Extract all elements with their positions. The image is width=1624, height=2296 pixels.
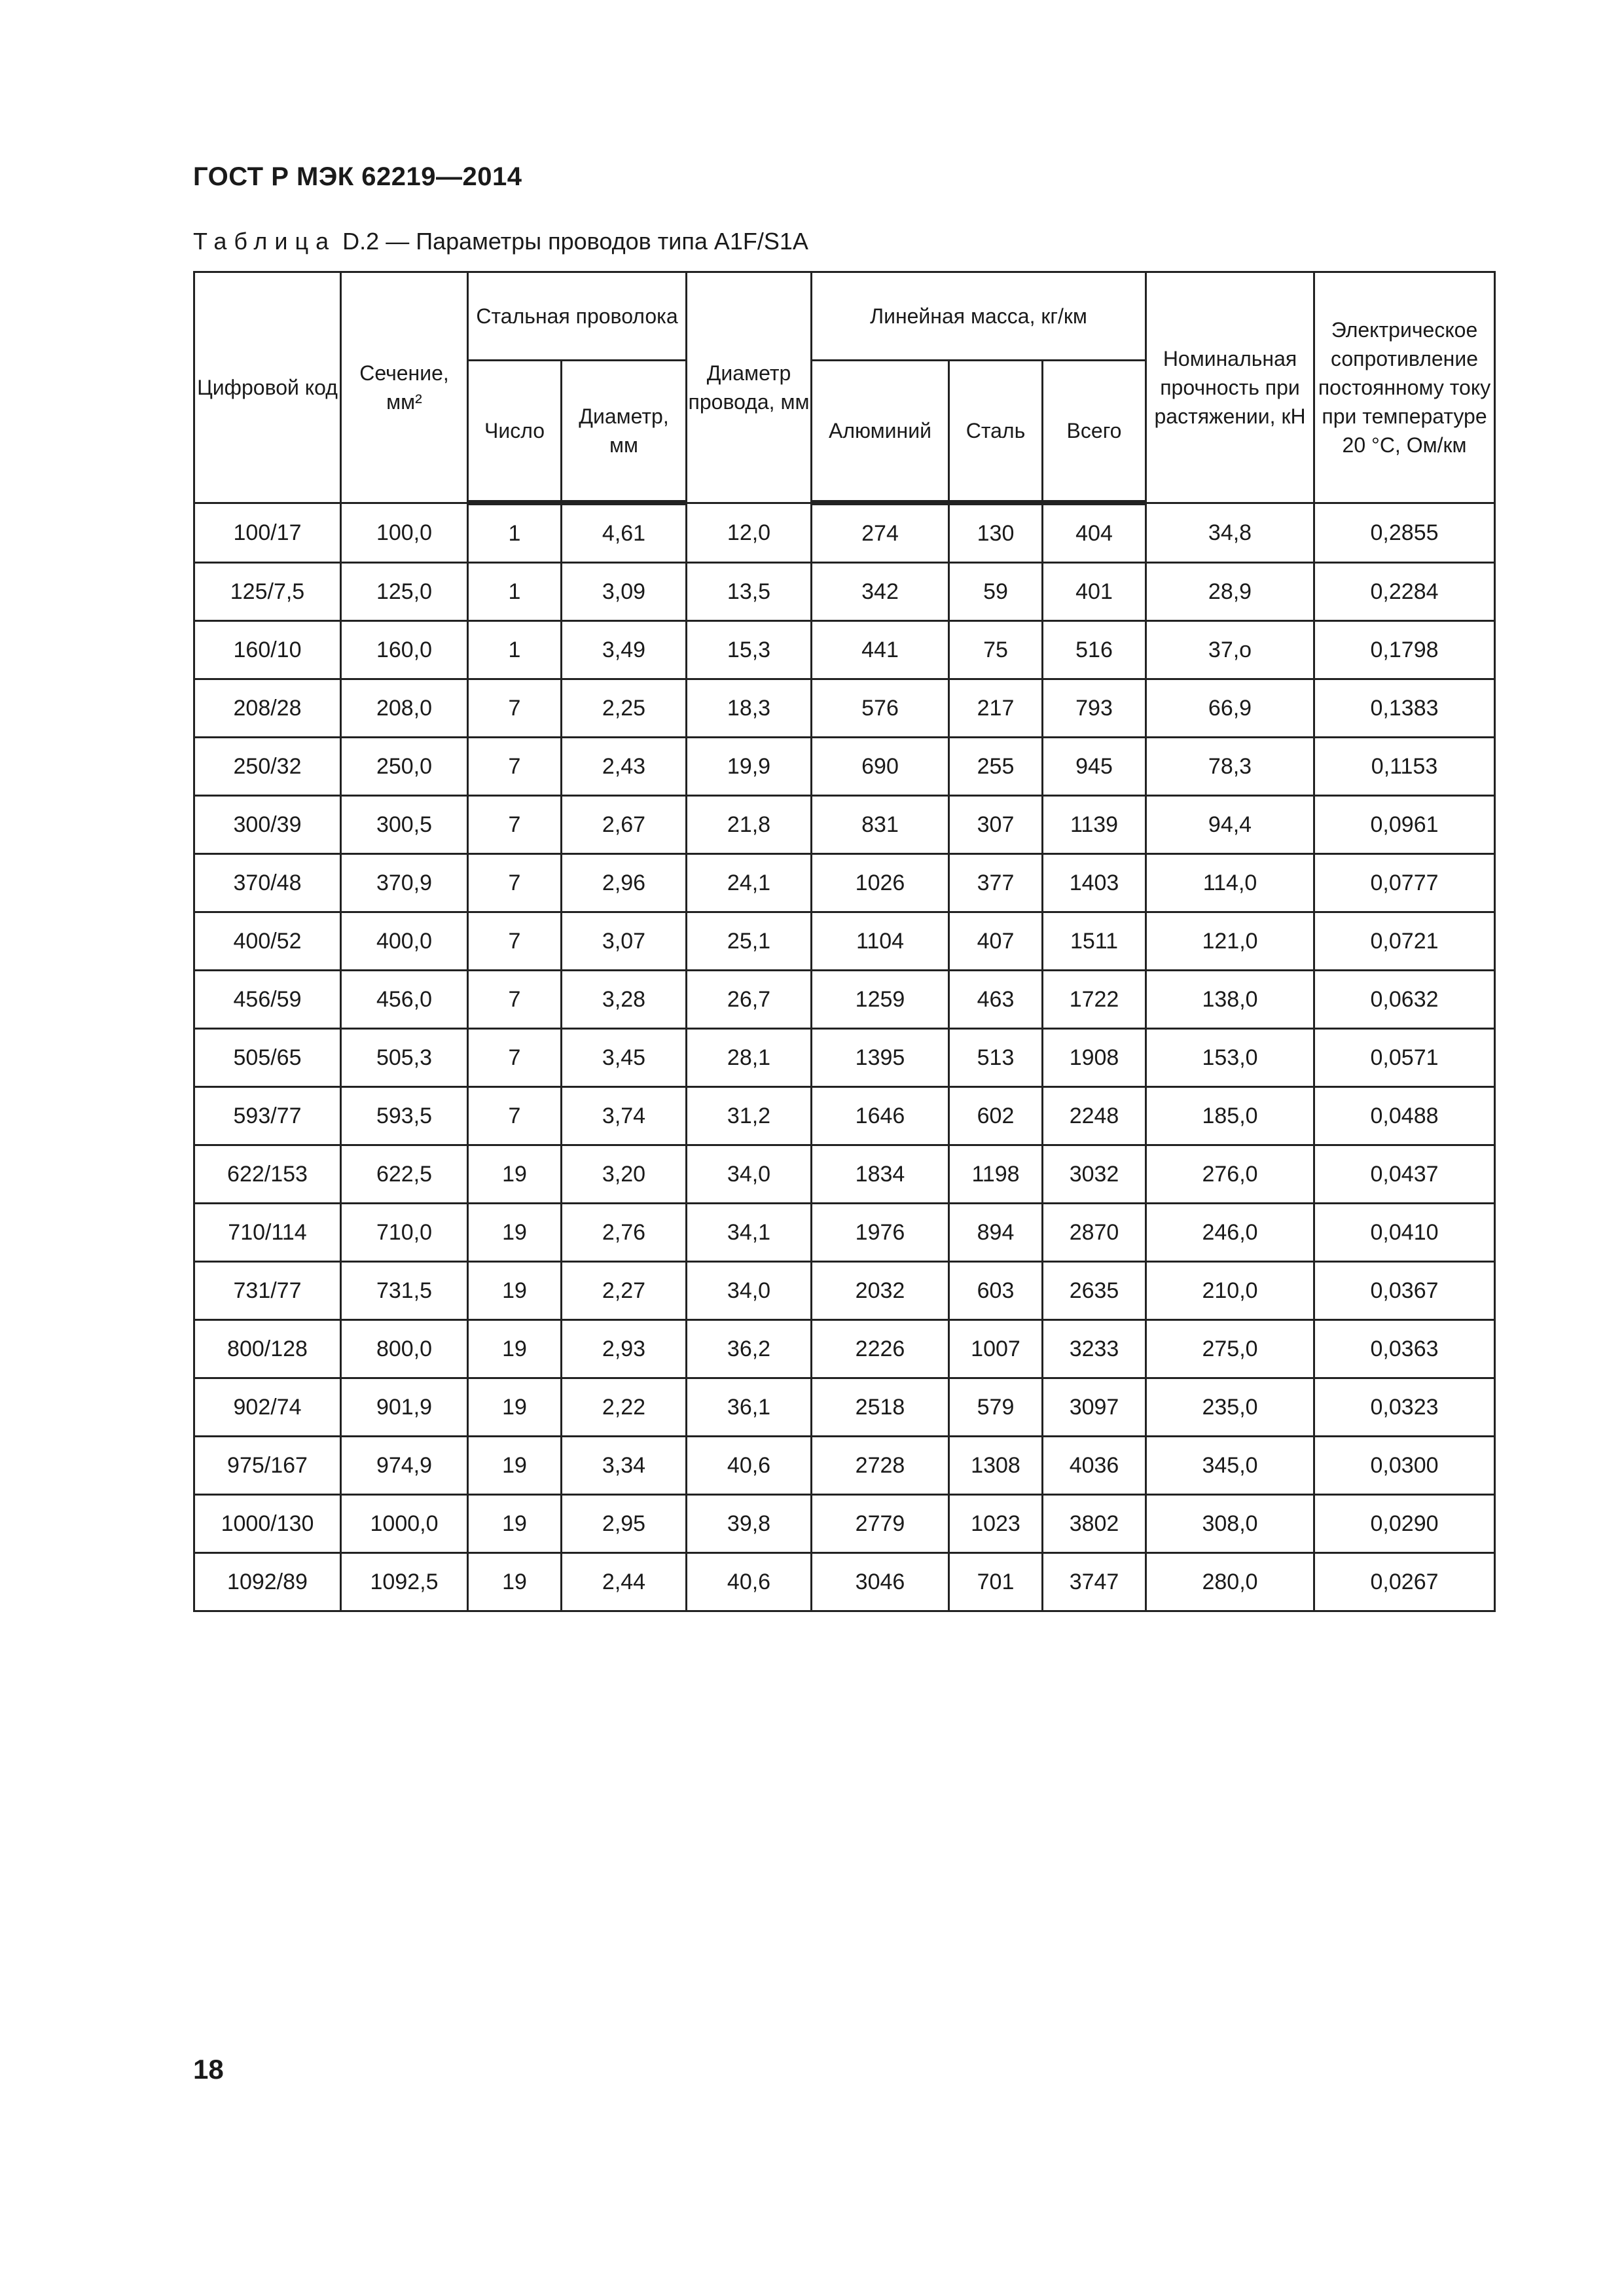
table-row: [194, 738, 1495, 796]
table-body: [194, 503, 1495, 1611]
cell-steel-diameter: 2,22: [562, 1378, 687, 1437]
cell-mass-aluminium: 1104: [812, 912, 949, 971]
cell-mass-total: 2248: [1043, 1087, 1146, 1145]
cell-resistance: 0,0961: [1314, 796, 1495, 854]
cell-section: 456,0: [341, 971, 468, 1029]
cell-resistance: 0,0410: [1314, 1204, 1495, 1262]
cell-steel-count: 19: [468, 1145, 562, 1204]
cell-mass-steel: 463: [949, 971, 1043, 1029]
cell-strength: 28,9: [1146, 563, 1314, 621]
header-section: Сечение, мм²: [341, 272, 468, 503]
cell-strength: 185,0: [1146, 1087, 1314, 1145]
cell-section: 974,9: [341, 1437, 468, 1495]
cell-mass-steel: 701: [949, 1553, 1043, 1611]
cell-steel-count: 1: [468, 503, 562, 563]
cell-resistance: 0,0488: [1314, 1087, 1495, 1145]
cell-steel-diameter: 3,28: [562, 971, 687, 1029]
cell-steel-count: 1: [468, 563, 562, 621]
table-row: [194, 1145, 1495, 1204]
cell-wire-diameter: 34,1: [687, 1204, 812, 1262]
cell-code: 400/52: [194, 912, 341, 971]
cell-section: 710,0: [341, 1204, 468, 1262]
cell-code: 800/128: [194, 1320, 341, 1378]
cell-strength: 34,8: [1146, 503, 1314, 563]
cell-steel-count: 7: [468, 796, 562, 854]
cell-resistance: 0,0367: [1314, 1262, 1495, 1320]
cell-steel-count: 19: [468, 1437, 562, 1495]
cell-code: 505/65: [194, 1029, 341, 1087]
header-mass-aluminium: Алюминий: [812, 361, 949, 503]
cell-mass-aluminium: 2728: [812, 1437, 949, 1495]
cell-mass-total: 4036: [1043, 1437, 1146, 1495]
cell-mass-aluminium: 831: [812, 796, 949, 854]
header-mass-total: Всего: [1043, 361, 1146, 503]
cell-resistance: 0,1383: [1314, 679, 1495, 738]
cell-strength: 94,4: [1146, 796, 1314, 854]
table-row: [194, 1029, 1495, 1087]
cell-wire-diameter: 31,2: [687, 1087, 812, 1145]
cell-steel-count: 7: [468, 854, 562, 912]
cell-mass-steel: 307: [949, 796, 1043, 854]
cell-mass-total: 2635: [1043, 1262, 1146, 1320]
table-caption-prefix: Таблица: [193, 228, 336, 255]
table-row: [194, 854, 1495, 912]
cell-section: 622,5: [341, 1145, 468, 1204]
cell-mass-total: 1403: [1043, 854, 1146, 912]
cell-section: 208,0: [341, 679, 468, 738]
cell-code: 593/77: [194, 1087, 341, 1145]
cell-wire-diameter: 18,3: [687, 679, 812, 738]
cell-code: 100/17: [194, 503, 341, 563]
cell-section: 901,9: [341, 1378, 468, 1437]
page-number: 18: [193, 2054, 224, 2085]
header-steel-count: Число: [468, 361, 562, 503]
cell-mass-steel: 602: [949, 1087, 1043, 1145]
cell-steel-count: 7: [468, 912, 562, 971]
cell-mass-total: 3032: [1043, 1145, 1146, 1204]
cell-mass-steel: 1007: [949, 1320, 1043, 1378]
cell-code: 160/10: [194, 621, 341, 679]
cell-mass-total: 1139: [1043, 796, 1146, 854]
cell-strength: 276,0: [1146, 1145, 1314, 1204]
cell-mass-aluminium: 576: [812, 679, 949, 738]
cell-section: 300,5: [341, 796, 468, 854]
cell-steel-count: 7: [468, 1087, 562, 1145]
cell-resistance: 0,0777: [1314, 854, 1495, 912]
cell-mass-aluminium: 1395: [812, 1029, 949, 1087]
cell-mass-aluminium: 274: [812, 503, 949, 563]
cell-section: 593,5: [341, 1087, 468, 1145]
cell-steel-diameter: 3,20: [562, 1145, 687, 1204]
cell-mass-steel: 59: [949, 563, 1043, 621]
cell-steel-diameter: 2,44: [562, 1553, 687, 1611]
cell-steel-diameter: 2,25: [562, 679, 687, 738]
cell-steel-count: 7: [468, 738, 562, 796]
cell-strength: 121,0: [1146, 912, 1314, 971]
document-header: ГОСТ Р МЭК 62219—2014: [193, 162, 522, 191]
cell-steel-diameter: 2,67: [562, 796, 687, 854]
cell-mass-total: 401: [1043, 563, 1146, 621]
cell-strength: 37,о: [1146, 621, 1314, 679]
cell-wire-diameter: 19,9: [687, 738, 812, 796]
cell-wire-diameter: 24,1: [687, 854, 812, 912]
table-row: [194, 1320, 1495, 1378]
cell-mass-total: 2870: [1043, 1204, 1146, 1262]
cell-mass-steel: 1198: [949, 1145, 1043, 1204]
header-wire-diameter: Диаметр провода, мм: [687, 272, 812, 503]
cell-wire-diameter: 21,8: [687, 796, 812, 854]
cell-steel-count: 7: [468, 971, 562, 1029]
cell-mass-steel: 603: [949, 1262, 1043, 1320]
cell-mass-aluminium: 2518: [812, 1378, 949, 1437]
cell-steel-diameter: 2,43: [562, 738, 687, 796]
cell-strength: 78,3: [1146, 738, 1314, 796]
cell-mass-aluminium: 2032: [812, 1262, 949, 1320]
cell-mass-steel: 513: [949, 1029, 1043, 1087]
table-row: [194, 1087, 1495, 1145]
cell-code: 300/39: [194, 796, 341, 854]
cell-wire-diameter: 36,1: [687, 1378, 812, 1437]
cell-section: 160,0: [341, 621, 468, 679]
header-code: Цифровой код: [194, 272, 341, 503]
cell-mass-total: 1722: [1043, 971, 1146, 1029]
cell-resistance: 0,0267: [1314, 1553, 1495, 1611]
cell-mass-steel: 255: [949, 738, 1043, 796]
table-row: [194, 796, 1495, 854]
table-row: [194, 1437, 1495, 1495]
cell-section: 400,0: [341, 912, 468, 971]
cell-resistance: 0,0437: [1314, 1145, 1495, 1204]
cell-strength: 308,0: [1146, 1495, 1314, 1553]
cell-mass-total: 3802: [1043, 1495, 1146, 1553]
cell-mass-total: 3747: [1043, 1553, 1146, 1611]
cell-steel-diameter: 3,09: [562, 563, 687, 621]
cell-strength: 235,0: [1146, 1378, 1314, 1437]
cell-code: 1000/130: [194, 1495, 341, 1553]
cell-steel-diameter: 3,07: [562, 912, 687, 971]
cell-strength: 210,0: [1146, 1262, 1314, 1320]
header-strength: Номинальная прочность при растяжении, кН: [1146, 272, 1314, 503]
table-row: [194, 1204, 1495, 1262]
table-caption-title: D.2 — Параметры проводов типа A1F/S1A: [342, 228, 808, 255]
cell-code: 710/114: [194, 1204, 341, 1262]
table-row: [194, 971, 1495, 1029]
cell-code: 370/48: [194, 854, 341, 912]
cell-mass-aluminium: 1259: [812, 971, 949, 1029]
cell-mass-aluminium: 1026: [812, 854, 949, 912]
cell-steel-diameter: 2,93: [562, 1320, 687, 1378]
cell-steel-diameter: 2,95: [562, 1495, 687, 1553]
cell-wire-diameter: 34,0: [687, 1145, 812, 1204]
table-caption: [193, 228, 808, 255]
cell-section: 1000,0: [341, 1495, 468, 1553]
cell-resistance: 0,2855: [1314, 503, 1495, 563]
cell-steel-count: 7: [468, 1029, 562, 1087]
cell-steel-count: 19: [468, 1553, 562, 1611]
cell-strength: 138,0: [1146, 971, 1314, 1029]
cell-steel-diameter: 2,96: [562, 854, 687, 912]
cell-mass-steel: 377: [949, 854, 1043, 912]
cell-mass-total: 3097: [1043, 1378, 1146, 1437]
header-linear-mass: Линейная масса, кг/км: [812, 272, 1146, 361]
cell-wire-diameter: 25,1: [687, 912, 812, 971]
cell-resistance: 0,0290: [1314, 1495, 1495, 1553]
header-steel-wire: Стальная проволока: [468, 272, 687, 361]
cell-wire-diameter: 28,1: [687, 1029, 812, 1087]
table-row: [194, 563, 1495, 621]
cell-mass-total: 793: [1043, 679, 1146, 738]
cell-steel-count: 1: [468, 621, 562, 679]
cell-steel-count: 19: [468, 1204, 562, 1262]
cell-resistance: 0,0363: [1314, 1320, 1495, 1378]
cell-resistance: 0,0632: [1314, 971, 1495, 1029]
cell-wire-diameter: 40,6: [687, 1553, 812, 1611]
cell-resistance: 0,1153: [1314, 738, 1495, 796]
cell-resistance: 0,0300: [1314, 1437, 1495, 1495]
cell-strength: 246,0: [1146, 1204, 1314, 1262]
cell-resistance: 0,0323: [1314, 1378, 1495, 1437]
cell-mass-aluminium: 441: [812, 621, 949, 679]
cell-mass-steel: 1023: [949, 1495, 1043, 1553]
cell-section: 100,0: [341, 503, 468, 563]
cell-section: 505,3: [341, 1029, 468, 1087]
table-header: [194, 272, 1495, 503]
cell-steel-count: 7: [468, 679, 562, 738]
table-row: [194, 503, 1495, 563]
cell-section: 1092,5: [341, 1553, 468, 1611]
cell-mass-total: 404: [1043, 503, 1146, 563]
table-row: [194, 1553, 1495, 1611]
cell-steel-diameter: 4,61: [562, 503, 687, 563]
cell-code: 902/74: [194, 1378, 341, 1437]
cell-mass-total: 1511: [1043, 912, 1146, 971]
cell-code: 975/167: [194, 1437, 341, 1495]
table-row: [194, 1378, 1495, 1437]
cell-mass-aluminium: 2779: [812, 1495, 949, 1553]
cell-strength: 275,0: [1146, 1320, 1314, 1378]
cell-steel-diameter: 2,76: [562, 1204, 687, 1262]
cell-resistance: 0,0571: [1314, 1029, 1495, 1087]
table-row: [194, 621, 1495, 679]
cell-steel-diameter: 3,34: [562, 1437, 687, 1495]
cell-code: 125/7,5: [194, 563, 341, 621]
cell-wire-diameter: 13,5: [687, 563, 812, 621]
cell-code: 208/28: [194, 679, 341, 738]
cell-wire-diameter: 15,3: [687, 621, 812, 679]
header-steel-diameter: Диаметр, мм: [562, 361, 687, 503]
cell-strength: 66,9: [1146, 679, 1314, 738]
cell-resistance: 0,2284: [1314, 563, 1495, 621]
header-mass-steel: Сталь: [949, 361, 1043, 503]
cell-mass-steel: 1308: [949, 1437, 1043, 1495]
cell-mass-aluminium: 690: [812, 738, 949, 796]
cell-wire-diameter: 36,2: [687, 1320, 812, 1378]
table-row: [194, 1262, 1495, 1320]
cell-wire-diameter: 40,6: [687, 1437, 812, 1495]
cell-section: 370,9: [341, 854, 468, 912]
header-resistance: Электрическое сопротивление постоянному току при температуре 20 °С, Ом/км: [1314, 272, 1495, 503]
cell-mass-aluminium: 2226: [812, 1320, 949, 1378]
cell-mass-total: 945: [1043, 738, 1146, 796]
cell-steel-count: 19: [468, 1262, 562, 1320]
cell-code: 456/59: [194, 971, 341, 1029]
cell-steel-count: 19: [468, 1378, 562, 1437]
cell-section: 731,5: [341, 1262, 468, 1320]
cell-mass-total: 1908: [1043, 1029, 1146, 1087]
cell-strength: 280,0: [1146, 1553, 1314, 1611]
cell-mass-aluminium: 342: [812, 563, 949, 621]
cell-steel-count: 19: [468, 1320, 562, 1378]
table-row: [194, 679, 1495, 738]
cell-mass-steel: 217: [949, 679, 1043, 738]
cell-wire-diameter: 12,0: [687, 503, 812, 563]
wire-parameters-table: [193, 271, 1496, 1612]
cell-wire-diameter: 34,0: [687, 1262, 812, 1320]
cell-steel-diameter: 3,49: [562, 621, 687, 679]
cell-steel-diameter: 3,45: [562, 1029, 687, 1087]
cell-wire-diameter: 39,8: [687, 1495, 812, 1553]
cell-strength: 345,0: [1146, 1437, 1314, 1495]
cell-resistance: 0,1798: [1314, 621, 1495, 679]
cell-section: 250,0: [341, 738, 468, 796]
cell-code: 1092/89: [194, 1553, 341, 1611]
cell-code: 622/153: [194, 1145, 341, 1204]
cell-resistance: 0,0721: [1314, 912, 1495, 971]
cell-steel-diameter: 2,27: [562, 1262, 687, 1320]
cell-section: 800,0: [341, 1320, 468, 1378]
cell-section: 125,0: [341, 563, 468, 621]
cell-mass-steel: 75: [949, 621, 1043, 679]
cell-mass-total: 3233: [1043, 1320, 1146, 1378]
cell-mass-steel: 407: [949, 912, 1043, 971]
cell-mass-aluminium: 1976: [812, 1204, 949, 1262]
cell-steel-count: 19: [468, 1495, 562, 1553]
cell-mass-steel: 579: [949, 1378, 1043, 1437]
cell-code: 731/77: [194, 1262, 341, 1320]
cell-code: 250/32: [194, 738, 341, 796]
table-row: [194, 912, 1495, 971]
cell-mass-total: 516: [1043, 621, 1146, 679]
cell-strength: 153,0: [1146, 1029, 1314, 1087]
cell-steel-diameter: 3,74: [562, 1087, 687, 1145]
cell-mass-aluminium: 3046: [812, 1553, 949, 1611]
table-row: [194, 1495, 1495, 1553]
cell-wire-diameter: 26,7: [687, 971, 812, 1029]
cell-mass-aluminium: 1834: [812, 1145, 949, 1204]
cell-mass-steel: 894: [949, 1204, 1043, 1262]
cell-mass-aluminium: 1646: [812, 1087, 949, 1145]
cell-mass-steel: 130: [949, 503, 1043, 563]
cell-strength: 114,0: [1146, 854, 1314, 912]
